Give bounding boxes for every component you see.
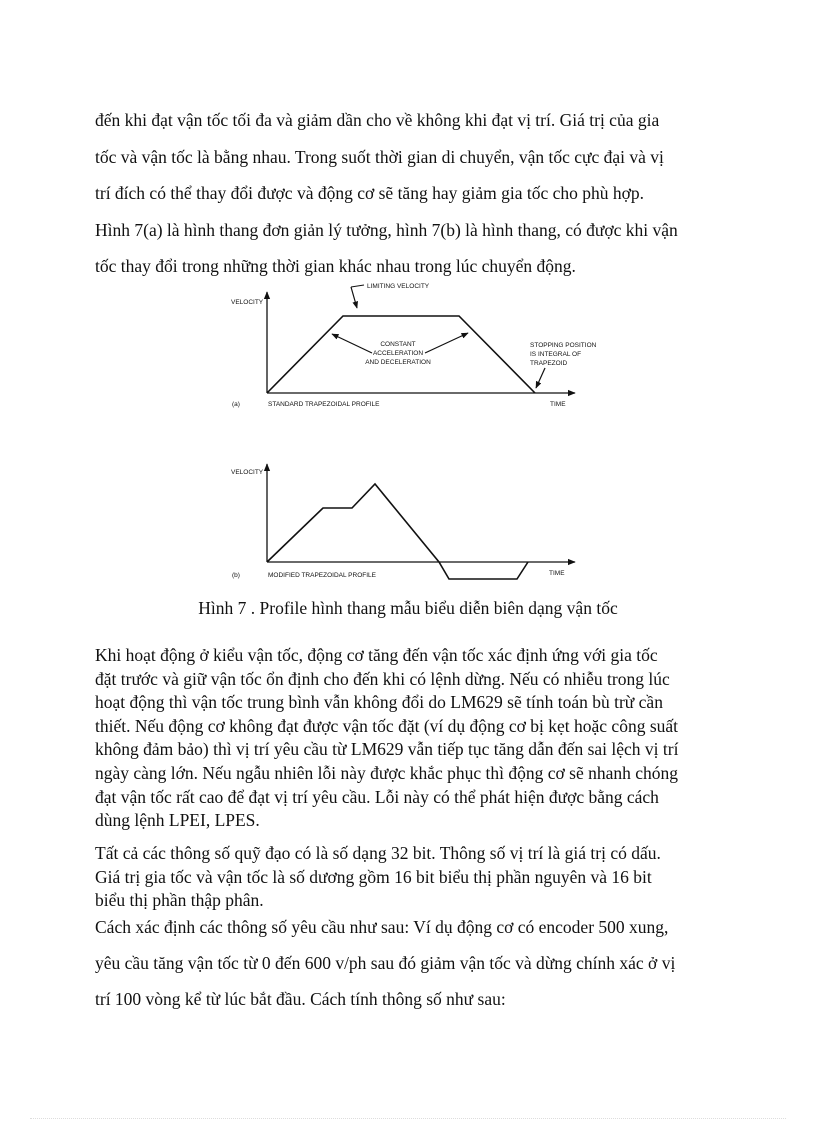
text-line: tốc thay đổi trong những thời gian khác nhau trong lúc chuyển động.	[95, 256, 576, 276]
stopping-label-line: STOPPING POSITION	[530, 342, 597, 349]
figure-panel-b	[231, 464, 575, 579]
text-line: Tất cả các thông số quỹ đạo có là số dạng 32 bit. Thông số vị trí là giá trị có dấu.	[95, 843, 661, 863]
limiting-velocity-arrow	[351, 287, 357, 308]
text-line: Hình 7(a) là hình thang đơn giản lý tưởng, hình 7(b) là hình thang, có được khi vận	[95, 219, 678, 240]
paragraph-intro	[95, 102, 735, 285]
profile-name-b: MODIFIED TRAPEZOIDAL PROFILE	[268, 572, 376, 579]
panel-tag-b: (b)	[232, 572, 240, 579]
figure-panel-a	[231, 283, 597, 408]
paragraph-velocity-mode	[95, 644, 735, 833]
text-line: biểu thị phần thập phân.	[95, 890, 264, 911]
x-axis-label-a: TIME	[550, 401, 566, 408]
figure-caption: Hình 7 . Profile hình thang mẫu biểu diễn biên dạng vận tốc	[198, 598, 618, 618]
limiting-velocity-label: LIMITING VELOCITY	[367, 283, 430, 290]
text-line: trí 100 vòng kể từ lúc bắt đầu. Cách tính thông số như sau:	[95, 988, 506, 1009]
constant-label-line: ACCELERATION	[372, 350, 424, 357]
text-line: Giá trị gia tốc và vận tốc là số dương gồm 16 bit biểu thị phần nguyên và 16 bit	[95, 866, 652, 887]
text-line: thiết. Nếu động cơ không đạt được vận tốc đặt (ví dụ động cơ bị kẹt hoặc công suất	[95, 715, 679, 736]
x-axis-label-b: TIME	[549, 570, 565, 577]
text-line: Cách xác định các thông số yêu cầu như sau: Ví dụ động cơ có encoder 500 xung,	[95, 917, 669, 937]
trapezoid-profile-a	[267, 316, 535, 393]
constant-label-line: AND DECELERATION	[365, 359, 431, 366]
y-axis-label-a: VELOCITY	[231, 299, 264, 306]
text-line: Khi hoạt động ở kiểu vận tốc, động cơ tăng đến vận tốc xác định ứng với gia tốc	[95, 645, 658, 665]
text-line: đạt vận tốc rất cao để đạt vị trí yêu cầu. Lỗi này có thể phát hiện được bằng cách	[95, 786, 659, 807]
text-line: hoạt động thì vận tốc trung bình vẫn không đổi do LM629 sẽ tính toán bù trừ cần	[95, 692, 663, 713]
y-axis-label-b: VELOCITY	[231, 469, 264, 476]
stopping-arrow	[536, 368, 545, 388]
panel-tag-a: (a)	[232, 401, 240, 408]
text-line: đến khi đạt vận tốc tối đa và giảm dần cho về không khi đạt vị trí. Giá trị của gia	[95, 110, 660, 130]
text-line: không đảm bảo) thì vị trí yêu cầu từ LM629 vẫn tiếp tục tăng dẫn đến sai lệch vị trí	[95, 739, 679, 760]
paragraph-parameters	[95, 842, 735, 913]
text-line: trí đích có thể thay đổi được và động cơ sẽ tăng hay giảm gia tốc cho phù hợp.	[95, 183, 644, 203]
stopping-label-line: TRAPEZOID	[530, 360, 568, 367]
text-line: tốc và vận tốc là bằng nhau. Trong suốt thời gian di chuyển, vận tốc cực đại và vị	[95, 146, 664, 167]
constant-label-line: CONSTANT	[380, 341, 416, 348]
stopping-label-line: IS INTEGRAL OF	[530, 351, 582, 358]
acceleration-arrow	[332, 334, 372, 353]
text-line: đặt trước và giữ vận tốc ổn định cho đến khi có lệnh dừng. Nếu có nhiễu trong lúc	[95, 668, 670, 689]
text-line: yêu cầu tăng vận tốc từ 0 đến 600 v/ph sau đó giảm vận tốc và dừng chính xác ở vị	[95, 952, 676, 973]
deceleration-arrow	[425, 333, 468, 353]
text-line: dùng lệnh LPEI, LPES.	[95, 810, 260, 831]
page-bottom-rule	[30, 1118, 786, 1119]
profile-name-a: STANDARD TRAPEZOIDAL PROFILE	[268, 401, 380, 408]
paragraph-example	[95, 916, 735, 1017]
text-line: ngày càng lớn. Nếu ngẫu nhiên lỗi này được khắc phục thì động cơ sẽ nhanh chóng	[95, 762, 679, 783]
trapezoid-profile-b	[267, 484, 528, 579]
